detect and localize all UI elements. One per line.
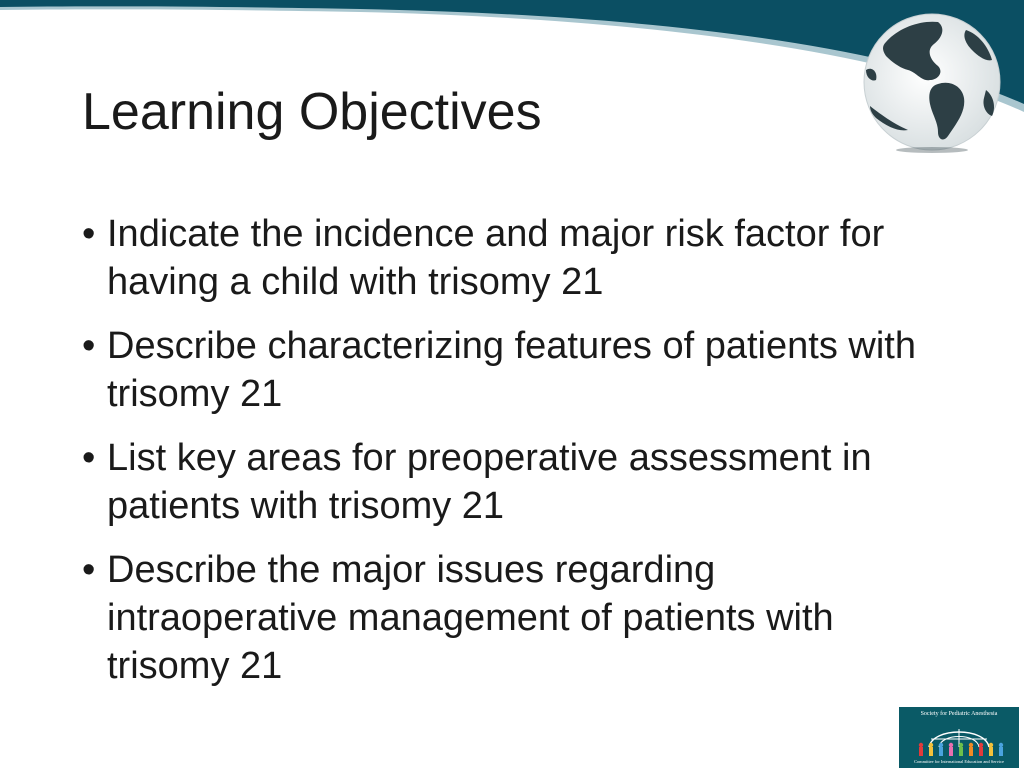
bullet-dot-icon: • <box>82 549 96 591</box>
bullet-dot-icon: • <box>82 325 96 367</box>
logo-subtitle: Committee for International Education and Service <box>914 759 1004 764</box>
objective-text: Describe the major issues regarding intraoperative management of patients with trisomy 21 <box>107 549 834 687</box>
objective-text: List key areas for preoperative assessment in patients with trisomy 21 <box>107 437 872 527</box>
slide-title: Learning Objectives <box>82 83 542 141</box>
bullet-dot-icon: • <box>82 213 96 255</box>
objective-text: Describe characterizing features of patients with trisomy 21 <box>107 325 916 415</box>
list-item <box>82 434 952 530</box>
logo-name: Society for Pediatric Anesthesia <box>920 711 998 717</box>
globe-icon <box>846 10 1012 160</box>
objectives-list <box>82 210 952 706</box>
objective-text: Indicate the incidence and major risk factor for having a child with trisomy 21 <box>107 213 885 303</box>
list-item <box>82 210 952 306</box>
logo-globe-figures-icon <box>907 717 1011 759</box>
bullet-dot-icon: • <box>82 437 96 479</box>
list-item <box>82 322 952 418</box>
list-item <box>82 546 952 690</box>
society-logo <box>899 707 1019 768</box>
